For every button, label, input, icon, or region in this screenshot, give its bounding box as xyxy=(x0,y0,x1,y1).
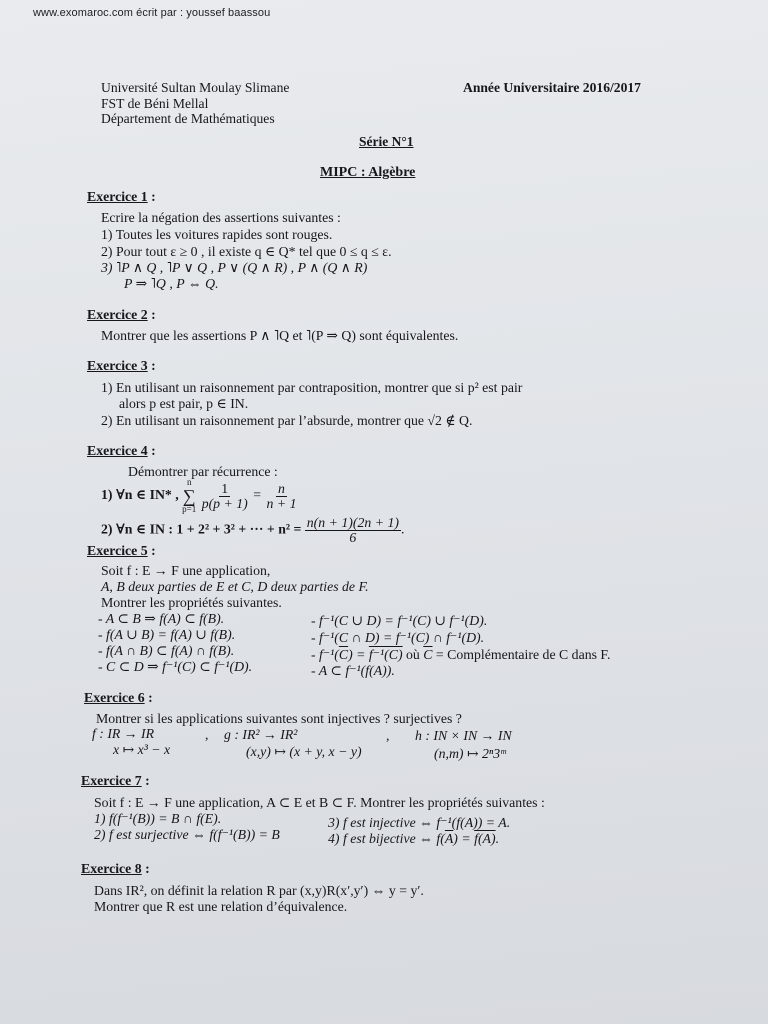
exercise-5-line-2: A, B deux parties de E et C, D deux parties de F. xyxy=(101,579,369,594)
exercise-7-prop-3: 3) f est injective ⇔ f⁻¹(f(A)) = A. xyxy=(328,815,511,830)
exercise-2-title: Exercice 2 : xyxy=(87,307,156,322)
exercise-3-item-1-cont: alors p est pair, p ∈ IN. xyxy=(119,396,249,411)
map-g-definition: g : IR² → IR² xyxy=(224,727,298,742)
fraction: $\frac{n(n + 1)(2n + 1)}{6}$ xyxy=(306,515,399,545)
exercise-3-title: Exercice 3 : xyxy=(87,358,156,373)
subject-title: MIPC : Algèbre xyxy=(320,165,416,180)
map-f-rule: x ↦ x³ − x xyxy=(113,742,171,757)
exercise-5-prop-left-2: - f(A ∪ B) = f(A) ∪ f(B). xyxy=(98,627,236,642)
exercise-3-item-2: 2) En utilisant un raisonnement par l’absurde, montrer que √2 ∉ Q. xyxy=(101,413,473,428)
exercise-1-item-2: 2) Pour tout ε ≥ 0 , il existe q ∈ Q* tel que 0 ≤ q ≤ ε. xyxy=(101,244,392,259)
department-name: Département de Mathématiques xyxy=(101,111,275,126)
exercise-1-instruction: Ecrire la négation des assertions suivantes : xyxy=(101,210,341,225)
separator-comma: , xyxy=(205,727,209,742)
exercise-5-prop-right-3: - $f^{-1}(\overline{C}) = f^{-1}(C)$ où $\overline{C}$ = Complémentaire de C dans F. xyxy=(311,647,611,662)
exercise-7-title: Exercice 7 : xyxy=(81,773,150,788)
exercise-8-line-1: Dans IR², on définit la relation R par (x,y)R(x′,y′) ⇔ y = y′. xyxy=(94,883,424,898)
exercise-4-item-2: 2) ∀n ∈ IN : 1 + 2² + 3² + ··· + n² = $\frac{n(n + 1)(2n + 1)}{6}$ . xyxy=(101,515,405,545)
exercise-3-item-1: 1) En utilisant un raisonnement par contraposition, montrer que si p² est pair xyxy=(101,380,523,395)
source-watermark: www.exomaroc.com écrit par : youssef baassou xyxy=(33,7,271,19)
exercise-5-prop-left-1: - A ⊂ B ⇒ f(A) ⊂ f(B). xyxy=(98,611,225,626)
exercise-1-item-1: 1) Toutes les voitures rapides sont rouges. xyxy=(101,227,333,242)
exercise-5-prop-right-1: - f⁻¹(C ∪ D) = f⁻¹(C) ∪ f⁻¹(D). xyxy=(311,613,488,628)
exercise-2-statement: Montrer que les assertions P ∧ ˥Q et ˥(P ⇒ Q) sont équivalentes. xyxy=(101,328,459,343)
exercise-5-line-3: Montrer les propriétés suivantes. xyxy=(101,595,282,610)
exercise-1-item-3: 3) ˥P ∧ Q , ˥P ∨ Q , P ∨ (Q ∧ R) , P ∧ (Q ∧ R) xyxy=(101,260,368,275)
summation-symbol: n ∑ p=1 xyxy=(182,477,197,514)
exercise-4-item-1: 1) ∀n ∈ IN* , n ∑ p=1 $\frac{1}{p(p + 1)}$ = $\frac{n}{n + 1}$ xyxy=(101,477,297,514)
fraction: $\frac{n}{n + 1}$ xyxy=(266,480,297,511)
series-title: Série N°1 xyxy=(359,134,414,149)
exercise-7-prop-2: 2) f est surjective ⇔ f(f⁻¹(B)) = B xyxy=(94,827,280,842)
exercise-4-title: Exercice 4 : xyxy=(87,443,156,458)
university-name: Université Sultan Moulay Slimane xyxy=(101,80,290,95)
map-f-definition: f : IR → IR xyxy=(92,726,155,741)
exercise-7-prop-1: 1) f(f⁻¹(B)) = B ∩ f(E). xyxy=(94,811,222,826)
map-g-rule: (x,y) ↦ (x + y, x − y) xyxy=(246,744,362,759)
exercise-6-statement: Montrer si les applications suivantes sont injectives ? surjectives ? xyxy=(96,711,462,726)
exercise-7-statement: Soit f : E → F une application, A ⊂ E et B ⊂ F. Montrer les propriétés suivantes : xyxy=(94,795,545,810)
exercise-1-item-3-cont: P ⇒ ˥Q , P ⇔ Q. xyxy=(124,276,219,291)
academic-year: Année Universitaire 2016/2017 xyxy=(463,80,641,95)
exercise-1-title: Exercice 1 : xyxy=(87,189,156,204)
exercise-8-line-2: Montrer que R est une relation d’équivalence. xyxy=(94,899,348,914)
exercise-5-prop-right-4: - A ⊂ f⁻¹(f(A)). xyxy=(311,663,395,678)
exercise-6-title: Exercice 6 : xyxy=(84,690,153,705)
faculty-name: FST de Béni Mellal xyxy=(101,95,209,111)
fraction: $\frac{1}{p(p + 1)}$ xyxy=(201,480,248,511)
map-h-definition: h : IN × IN → IN xyxy=(415,728,512,743)
exercise-7-prop-4: 4) f est bijective ⇔ $f(\overline{A}) = f(A)$. xyxy=(328,831,500,846)
exercise-8-title: Exercice 8 : xyxy=(81,861,150,876)
exercise-5-prop-left-3: - f(A ∩ B) ⊂ f(A) ∩ f(B). xyxy=(98,643,235,658)
exercise-5-prop-left-4: - C ⊂ D ⇒ f⁻¹(C) ⊂ f⁻¹(D). xyxy=(98,659,253,674)
exercise-5-title: Exercice 5 : xyxy=(87,543,156,558)
separator-comma: , xyxy=(386,728,390,743)
map-h-rule: (n,m) ↦ 2ⁿ3ᵐ xyxy=(434,746,506,761)
exercise-5-prop-right-2: - f⁻¹(C ∩ D) = f⁻¹(C) ∩ f⁻¹(D). xyxy=(311,630,485,645)
exercise-5-line-1: Soit f : E → F une application, xyxy=(101,563,271,578)
institution-block xyxy=(101,80,289,127)
exercise-4-instruction: Démontrer par récurrence : xyxy=(128,464,278,479)
